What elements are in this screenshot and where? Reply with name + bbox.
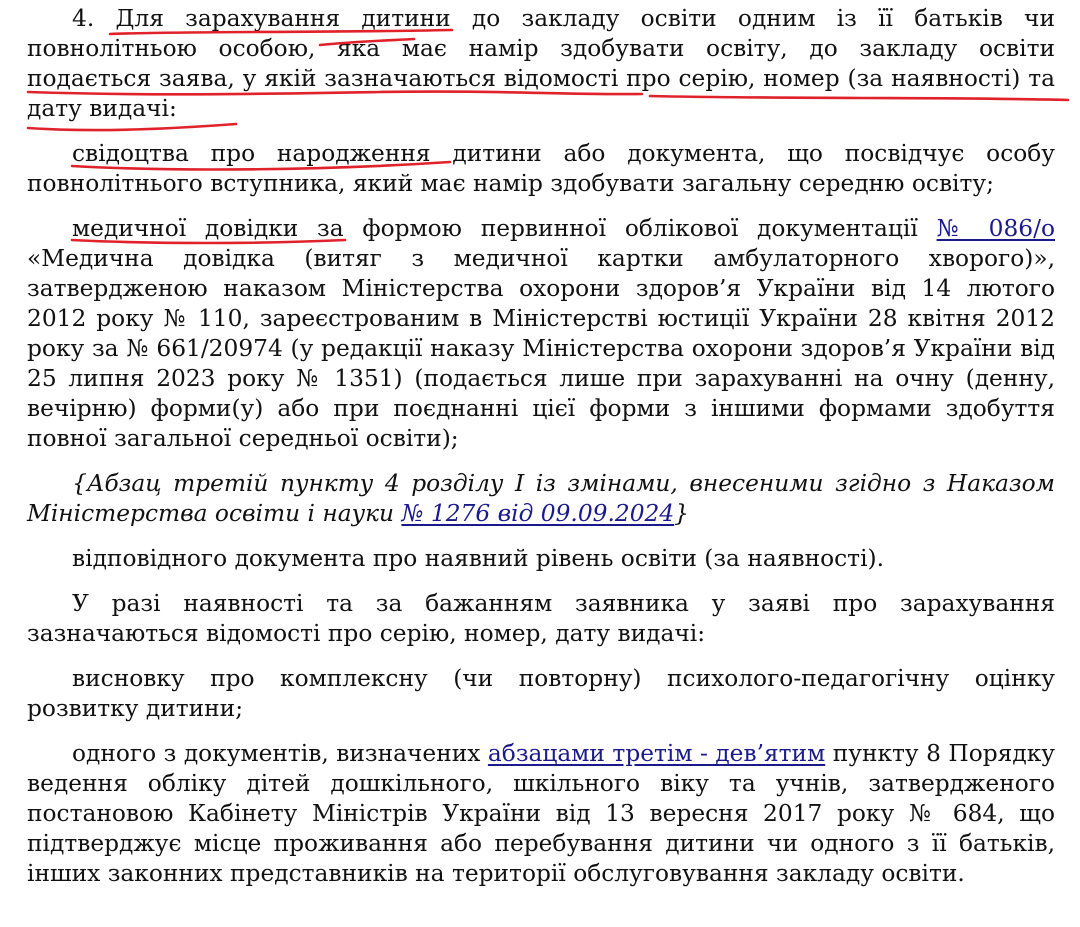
paragraph-medical-certificate xyxy=(27,214,1055,454)
paragraph-birth-certificate: свідоцтва про народження дитини або документа, що посвідчує особу повнолітнього вступника, який має намір здобувати загальну середню освіту; xyxy=(27,140,1055,197)
paragraph-item-4-intro: 4. Для зарахування дитини до закладу освіти одним із її батьків чи повнолітньою особою, яка має намір здобувати освіту, до закладу освіти подається заява, у якій зазначаються відомості про серію, номер (за наявності) та дату видачі: xyxy=(27,5,1055,122)
order-1276-link[interactable]: № 1276 від 09.09.2024 xyxy=(401,500,675,527)
amendment-note-text: {Абзац третій пункту 4 розділу I із змінами, внесеними згідно з Наказом Міністерства освіти і науки xyxy=(27,470,1055,527)
amendment-note-close: } xyxy=(674,500,689,527)
paragraphs-3-9-link[interactable]: абзацами третім - дев’ятим xyxy=(487,740,826,767)
form-086-link[interactable]: № 086/о xyxy=(936,215,1056,242)
paragraph-education-document: відповідного документа про наявний рівень освіти (за наявності). xyxy=(72,545,885,572)
document-body xyxy=(27,4,1055,904)
paragraph-optional-info: У разі наявності та за бажанням заявника у заяві про зарахування зазначаються відомості про серію, номер, дату видачі: xyxy=(27,590,1055,647)
residence-text-rest: пункту 8 Порядку ведення обліку дітей дошкільного, шкільного віку та учнів, затвердженого постановою Кабінету Міністрів України від 13 вересня 2017 року № 684, що підтверджує місце проживання або перебування дитини чи одного з її батьків, інших законних представників на території обслуговування закладу освіти. xyxy=(27,740,1055,887)
residence-text-start: одного з документів, визначених xyxy=(72,740,488,767)
amendment-note xyxy=(27,469,1055,529)
paragraph-residence-document xyxy=(27,739,1055,889)
medical-text-start: медичної довідки за формою первинної облікової документації xyxy=(72,215,937,242)
paragraph-psychological-assessment: висновку про комплексну (чи повторну) психолого-педагогічну оцінку розвитку дитини; xyxy=(27,665,1055,722)
medical-text-rest: «Медична довідка (витяг з медичної картки амбулаторного хворого)», затвердженою наказом Міністерства охорони здоров’я України від 14 лютого 2012 року № 110, зареєстрованим в Міністерстві юстиції України 28 квітня 2012 року за № 661/20974 (у редакції наказу Міністерства охорони здоров’я України від 25 липня 2023 року № 1351) (подається лише при зарахуванні на очну (денну, вечірню) форми(у) або при поєднанні цієї форми з іншими формами здобуття повної загальної середньої освіти); xyxy=(27,245,1055,452)
